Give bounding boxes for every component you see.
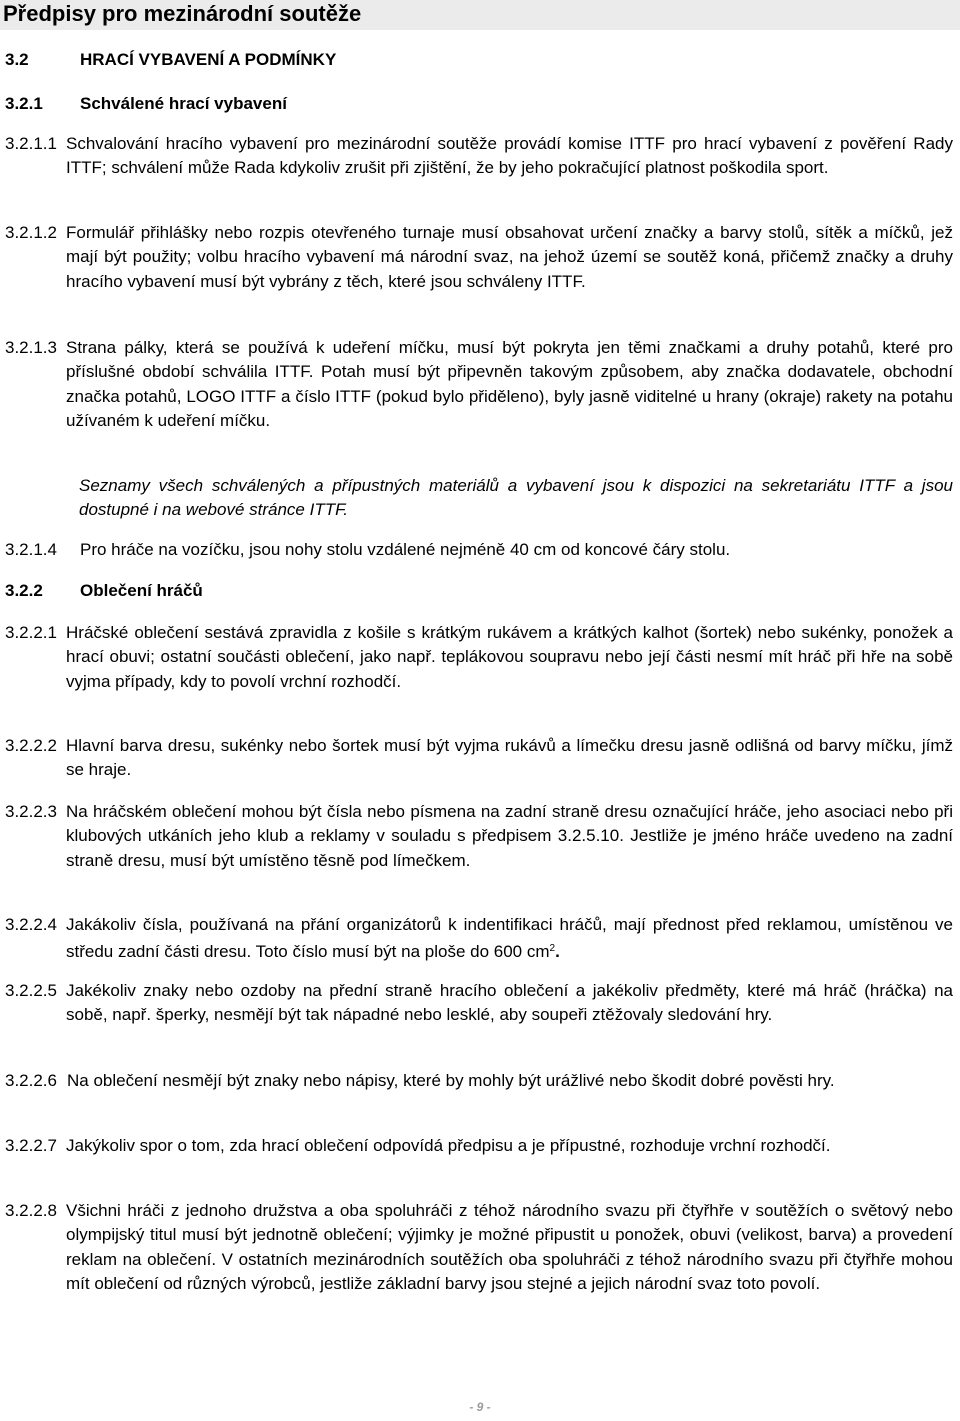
paragraph-3-2-2-5 (5, 979, 953, 1028)
paragraph-text-main: Jakákoliv čísla, používaná na přání organizátorů k indentifikaci hráčů, mají přednost před reklamou, umístěnou ve středu zadní části dresu. Toto číslo musí být na ploše do 600 cm (66, 915, 953, 962)
paragraph-number: 3.2.1.1 (5, 134, 57, 153)
subsection-number: 3.2.2 (5, 581, 43, 600)
subsection-number: 3.2.1 (5, 94, 43, 113)
superscript-2: 2 (549, 943, 556, 955)
page-number: - 9 - (469, 1400, 491, 1414)
paragraph-text: Hráčské oblečení sestává zpravidla z košile s krátkým rukávem a krátkých kalhot (šortek) nebo sukénky, ponožek a hrací obuvi; ostatní součásti oblečení, jako např. teplákovou soupravu nebo její části nesmí mít hráč při hře na sobě vyjma případy, kdy to povolí vrchní rozhodčí. (66, 623, 953, 691)
subsection-heading-3-2-1 (5, 94, 287, 114)
paragraph-number: 3.2.2.1 (5, 623, 57, 642)
paragraph-number: 3.2.2.5 (5, 981, 57, 1000)
paragraph-3-2-2-1 (5, 621, 953, 694)
paragraph-text: Jakékoliv znaky nebo ozdoby na přední straně hracího oblečení a jakékoliv předměty, které má hráč (hráčka) na sobě, např. šperky, nesmějí být tak nápadné nebo lesklé, aby soupeři ztěžovaly sledování hry. (66, 981, 953, 1025)
subsection-title: Oblečení hráčů (80, 581, 203, 600)
paragraph-text: Schvalování hracího vybavení pro mezinárodní soutěže provádí komise ITTF pro hrací vybavení z pověření Rady ITTF; schválení může Rada kdykoliv zrušit při zjištění, že by jeho pokračující platnost poškodila sport. (66, 134, 953, 178)
subsection-title: Schválené hrací vybavení (80, 94, 287, 113)
approved-lists-note: Seznamy všech schválených a přípustných materiálů a vybavení jsou k dispozici na sekretariátu ITTF a jsou dostupné i na webové stránce ITTF. (79, 476, 953, 520)
page-header (0, 0, 960, 30)
paragraph-3-2-2-7 (5, 1134, 953, 1158)
paragraph-number: 3.2.1.2 (5, 223, 57, 242)
paragraph-3-2-1-1 (5, 132, 953, 181)
paragraph-text: Všichni hráči z jednoho družstva a oba spoluhráči z téhož národního svazu při čtyřhře v soutěžích o světový nebo olympijský titul musí být jednotně oblečení; výjimky je možné připustit u ponožek, obuvi (velikost, barva) a provedení reklam na oblečení. V ostatních mezinárodních soutěžích oba spoluhráči z téhož národního svazu při čtyřhře mohou mít oblečení od různých výrobců, jestliže základní barvy jsou stejné a jejich národní svaz toto povolí. (66, 1201, 953, 1293)
paragraph-3-2-2-2 (5, 734, 953, 783)
paragraph-text: Hlavní barva dresu, sukénky nebo šortek musí být vyjma rukávů a límečku dresu jasně odlišná od barvy míčku, jímž se hraje. (66, 736, 953, 780)
paragraph-text: Na hráčském oblečení mohou být čísla nebo písmena na zadní straně dresu označující hráče, jeho asociaci nebo při klubových utkáních jeho klub a reklamy v souladu s předpisem 3.2.5.10. Jestliže je jméno hráče uvedeno na zadní straně dresu, musí být umístěno těsně pod límečkem. (66, 802, 953, 870)
paragraph-3-2-2-4 (5, 913, 953, 965)
paragraph-number: 3.2.2.2 (5, 736, 57, 755)
paragraph-text: Na oblečení nesmějí být znaky nebo nápisy, které by mohly být urážlivé nebo škodit dobré pověsti hry. (67, 1071, 835, 1090)
section-heading (5, 50, 336, 70)
paragraph-number: 3.2.1.4 (5, 540, 57, 559)
paragraph-text (66, 913, 953, 965)
section-title: HRACÍ VYBAVENÍ A PODMÍNKY (80, 50, 337, 69)
subsection-heading-3-2-2 (5, 581, 203, 601)
paragraph-3-2-1-3 (5, 336, 953, 433)
paragraph-text: Pro hráče na vozíčku, jsou nohy stolu vzdálené nejméně 40 cm od koncové čáry stolu. (80, 540, 731, 559)
paragraph-3-2-2-3 (5, 800, 953, 873)
paragraph-text-end: . (555, 942, 560, 962)
paragraph-text: Jakýkoliv spor o tom, zda hrací oblečení odpovídá předpisu a je přípustné, rozhoduje vrchní rozhodčí. (66, 1136, 831, 1155)
section-number: 3.2 (5, 50, 29, 69)
page-header-title: Předpisy pro mezinárodní soutěže (3, 1, 362, 26)
paragraph-number: 3.2.2.4 (5, 915, 57, 934)
paragraph-text: Strana pálky, která se používá k udeření míčku, musí být pokryta jen těmi značkami a druhy potahů, které pro příslušné období schválila ITTF. Potah musí být připevněn takovým způsobem, aby značka dodavatele, obchodní značka potahů, LOGO ITTF a číslo ITTF (pokud bylo přiděleno), byly jasně viditelné u hrany (okraje) rakety na potahu užívaném k udeření míčku. (66, 338, 953, 430)
paragraph-number: 3.2.2.7 (5, 1136, 57, 1155)
paragraph-3-2-2-6 (5, 1069, 953, 1093)
paragraph-3-2-2-8 (5, 1199, 953, 1296)
paragraph-3-2-1-4 (5, 538, 953, 562)
paragraph-number: 3.2.2.6 (5, 1071, 57, 1090)
paragraph-text: Formulář přihlášky nebo rozpis otevřeného turnaje musí obsahovat určení značky a barvy stolů, sítěk a míčků, jež mají být použity; volbu hracího vybavení má národní svaz, na jehož území se soutěž koná, přičemž značky a druhy hracího vybavení musí být vybrány z těch, které jsou schváleny ITTF. (66, 223, 953, 291)
paragraph-number: 3.2.1.3 (5, 338, 57, 357)
paragraph-number: 3.2.2.8 (5, 1201, 57, 1220)
paragraph-3-2-1-2 (5, 221, 953, 294)
paragraph-number: 3.2.2.3 (5, 802, 57, 821)
